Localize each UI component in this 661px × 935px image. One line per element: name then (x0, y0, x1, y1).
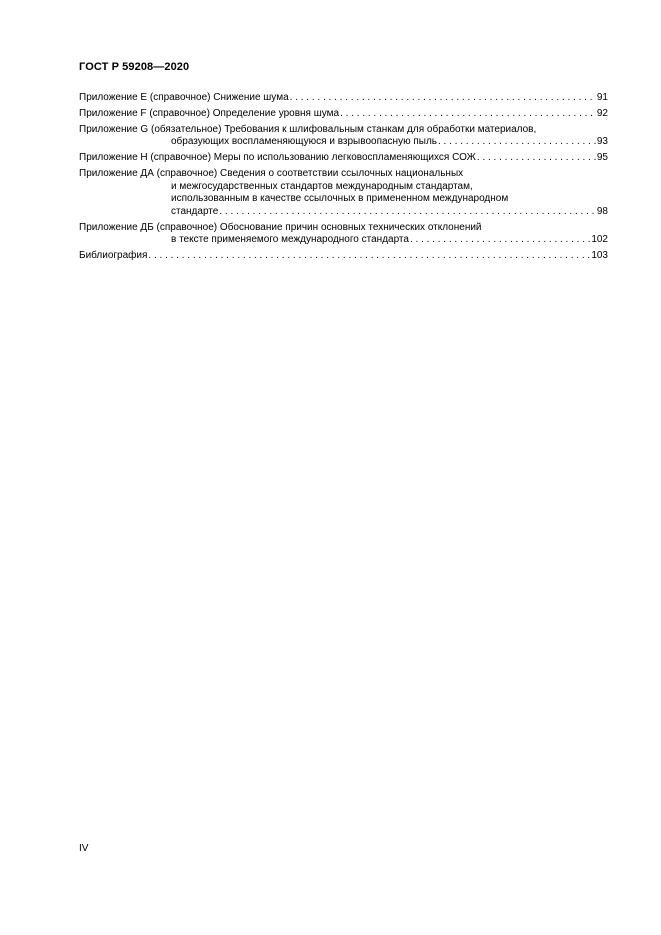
toc-page-number: 102 (591, 234, 608, 246)
toc-entry-title: Приложение E (справочное) Снижение шума (79, 92, 289, 103)
toc-page-number: 93 (596, 136, 608, 148)
leader-dots (438, 136, 596, 148)
leader-dots (148, 250, 590, 262)
page-number: IV (79, 843, 89, 854)
toc-entry-title: образующих воспламеняющуюся и взрывоопасную пыль (171, 136, 437, 148)
toc-entry-last-line (79, 250, 608, 262)
leader-dots (219, 206, 596, 218)
toc-entry-last-line (79, 108, 608, 120)
toc-entry-title-line: Приложение G (обязательное) Требования к шлифовальным станкам для обработки материалов, (79, 124, 537, 135)
toc-entry-title: стандарте (171, 205, 219, 217)
leader-dots (477, 152, 596, 164)
toc-entry-last-line (79, 234, 608, 246)
toc-entry-last-line (79, 92, 608, 104)
toc-entry-title: Приложение H (справочное) Меры по использованию легковоспламеняющихся СОЖ (79, 152, 476, 164)
toc-entry-title-line: Приложение ДА (справочное) Сведения о соответствии ссылочных национальных (79, 168, 464, 180)
toc-page-number: 95 (596, 152, 608, 164)
toc-page-number: 103 (591, 250, 608, 262)
leader-dots (290, 92, 596, 104)
leader-dots (410, 234, 590, 246)
toc-entry[interactable] (79, 168, 608, 218)
toc-entry[interactable] (79, 152, 608, 164)
toc-entry[interactable] (79, 124, 608, 149)
toc-page-number: 91 (596, 92, 608, 103)
toc-entry[interactable] (79, 250, 608, 262)
toc-entry-title: Приложение F (справочное) Определение уровня шума (79, 108, 340, 119)
toc-entry[interactable] (79, 92, 608, 104)
toc-entry-title: Библиография (79, 250, 148, 262)
toc-page-number: 92 (596, 108, 608, 119)
toc-entry-title-line: Приложение ДБ (справочное) Обоснование причин основных технических отклонений (79, 221, 482, 233)
toc-entry-title-line: и межгосударственных стандартов международным стандартам, (171, 180, 473, 192)
toc-entry-last-line (79, 152, 608, 164)
toc-entry-title-line: использованным в качестве ссылочных в примененном международном (171, 193, 509, 205)
table-of-contents (79, 92, 608, 266)
document-code: ГОСТ Р 59208—2020 (79, 61, 190, 73)
toc-entry-last-line (79, 206, 608, 218)
toc-entry[interactable] (79, 108, 608, 120)
toc-entry-title: в тексте применяемого международного стандарта (171, 234, 409, 246)
leader-dots (340, 108, 596, 120)
toc-entry[interactable] (79, 222, 608, 247)
toc-entry-last-line (79, 136, 608, 148)
toc-page-number: 98 (596, 205, 608, 217)
